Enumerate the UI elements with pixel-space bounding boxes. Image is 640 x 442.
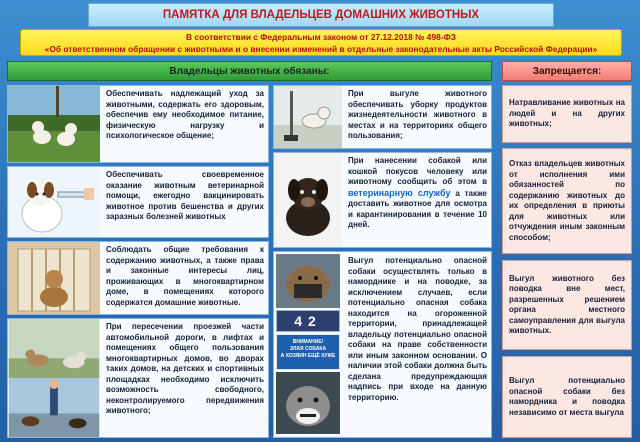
duty-text-dangerous-dog: Выгул потенциально опасной собаки осуществлять только в наморднике и на поводке, за исключением случаев, если потенциально опасная собака находится на огороженной территории, принадлежащей владельцу потенциально опасной собаки на праве собственности или иным законном основании. О наличии этой собаки должна быть сделана предупреждающая надпись при входе на данную территорию. xyxy=(348,256,487,402)
law-line-1: В соответствии с Федеральным законом от 27.12.2018 № 498-ФЗ xyxy=(186,32,456,42)
vet-service-highlight: ветеринарную службу xyxy=(348,187,451,198)
dog-at-gate-image xyxy=(8,242,100,314)
duty-card-control xyxy=(7,318,269,438)
warning-sign-line2: ЗЛАЯ СОБАКА xyxy=(289,346,327,352)
muzzled-dog-image xyxy=(276,254,340,308)
puppy-image xyxy=(274,153,342,247)
duty-text-care: Обеспечивать надлежащий уход за животными, содержать его здоровым, обеспечив ему необходимое питание, физическую нагрузку и психологическое общение; xyxy=(106,89,264,140)
prohibited-item-abandon: Отказ владельцев животных от исполнения ими обязанностей по содержанию животных до их определения в приюты для животных или отчуждения иным законным способом; xyxy=(502,148,632,254)
prohibited-item-incite: Натравливание животных на людей и на других животных; xyxy=(502,85,632,143)
dog-vaccination-image xyxy=(8,167,100,237)
duty-text-vet: Обеспечивать своевременное оказание животным ветеринарной помощи, ежегодно вакцинировать животное против бешенства и других заразных болезней животных xyxy=(106,170,264,221)
duty-text-bite-report xyxy=(342,153,491,247)
warning-sign xyxy=(276,334,340,370)
dangerous-dog-images xyxy=(274,252,342,437)
duty-text-housing: Соблюдать общие требования к содержанию животных, а также права и законные интересы лиц, проживающих в многоквартирном доме, в помещениях которого содержатся домашние животные. xyxy=(106,245,264,307)
dog-walking-images xyxy=(8,319,100,437)
dog-cleanup-image xyxy=(274,86,342,148)
duty-text-control: При пересечении проезжей части автомобильной дороги, в лифтах и помещениях общего пользования многоквартирных домов, во дворах таких домов, на детских и спортивных площадках необходимо исключить возможность свободного, неконтролируемого передвижения животного; xyxy=(106,322,264,415)
warning-sign-line3: А ХОЗЯИН ЕЩЁ ХУЖЕ xyxy=(280,353,336,359)
prohibited-item-dangerous: Выгул потенциально опасной собаки без намордника и поводка независимо от места выгула xyxy=(502,356,632,438)
duty-card-care xyxy=(7,85,269,163)
law-line-2: «Об ответственном обращении с животными и о внесении изменений в отдельные законодательные акты Российской Федерации» xyxy=(44,44,598,54)
bite-report-part1: При нанесении собакой или кошкой покусов человеку или животному сообщить об этом в xyxy=(348,156,487,186)
law-banner xyxy=(20,29,622,56)
prohibited-item-leash: Выгул животного без поводка вне мест, разрешенных решением органа местного самоуправления для выгула животных. xyxy=(502,260,632,350)
dogs-in-park-image xyxy=(8,86,100,162)
prohibited-header: Запрещается: xyxy=(502,61,632,81)
duty-card-bite-report xyxy=(273,152,492,248)
bite-report-part2: а также доставить животное для осмотра и карантинирования в течение 10 дней. xyxy=(348,188,488,229)
page-title: ПАМЯТКА ДЛЯ ВЛАДЕЛЬЦЕВ ДОМАШНИХ ЖИВОТНЫХ xyxy=(88,3,554,27)
house-number-plate: 42 xyxy=(276,310,340,332)
duty-text-cleanup: При выгуле животного обеспечивать уборку продуктов жизнедеятельности животного в местах и на территориях общего пользования; xyxy=(348,89,487,140)
duty-card-housing xyxy=(7,241,269,315)
duties-header: Владельцы животных обязаны: xyxy=(7,61,492,81)
duty-card-dangerous-dog xyxy=(273,251,492,438)
angry-dog-image xyxy=(276,372,340,434)
warning-sign-line1: ВНИМАНИЕ! xyxy=(292,339,324,345)
duty-card-cleanup xyxy=(273,85,492,149)
duty-card-vet xyxy=(7,166,269,238)
